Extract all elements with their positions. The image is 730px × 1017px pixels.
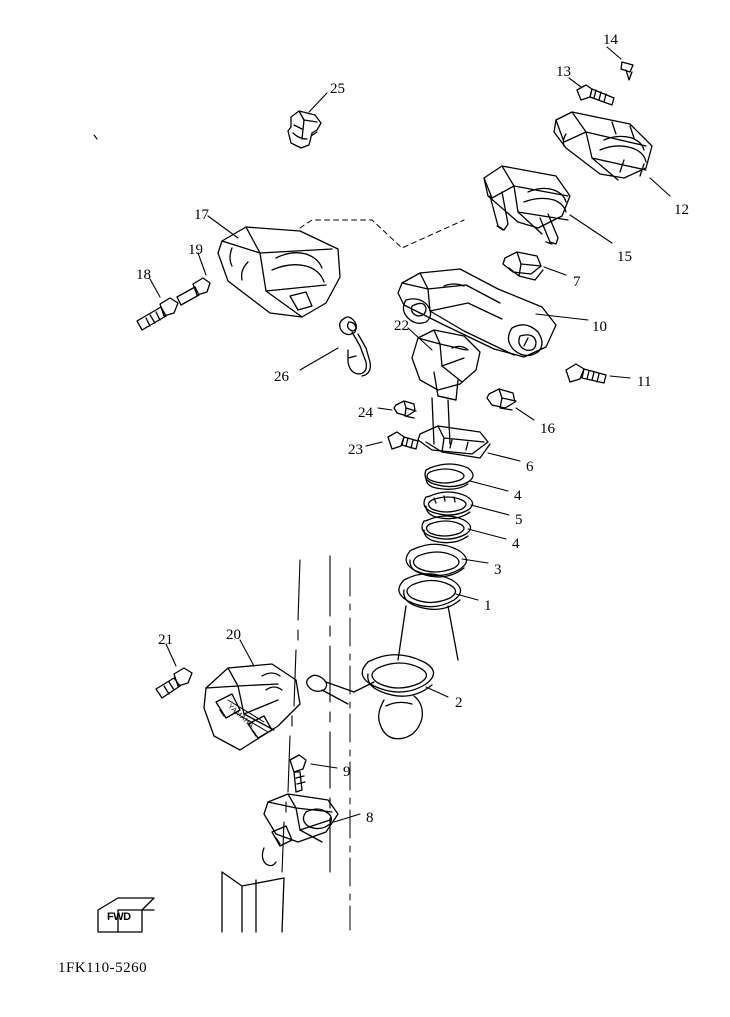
callout-number: 12: [674, 202, 689, 218]
callout-number: 19: [188, 242, 203, 258]
callout-number: 17: [194, 207, 209, 223]
yamaha-brand-stamp: YAMAHA: [226, 703, 255, 730]
callout-number: 5: [515, 512, 523, 528]
callout-number: 9: [343, 764, 351, 780]
callout-number: 15: [617, 249, 632, 265]
callout-number: 3: [494, 562, 502, 578]
callout-number: 13: [556, 64, 571, 80]
callout-number: 16: [540, 421, 555, 437]
callout-number: 11: [637, 374, 652, 390]
diagram-part-number: 1FK110-5260: [58, 960, 148, 976]
callout-number: 24: [358, 405, 373, 421]
callout-number: 2: [455, 695, 463, 711]
callout-number: 14: [603, 32, 618, 48]
callout-number: 8: [366, 810, 374, 826]
callout-number: 4: [512, 536, 520, 552]
callout-number: 18: [136, 267, 151, 283]
callout-number: 23: [348, 442, 363, 458]
callout-number: 6: [526, 459, 534, 475]
callout-number: 26: [274, 369, 289, 385]
callout-number: 21: [158, 632, 173, 648]
fwd-badge-label: FWD: [107, 911, 131, 923]
callout-number: 10: [592, 319, 607, 335]
callout-number: 22: [394, 318, 409, 334]
callout-number: 1: [484, 598, 492, 614]
callout-number: 25: [330, 81, 345, 97]
callout-number: 7: [573, 274, 581, 290]
callout-number: 4: [514, 488, 522, 504]
callout-number: 20: [226, 627, 241, 643]
